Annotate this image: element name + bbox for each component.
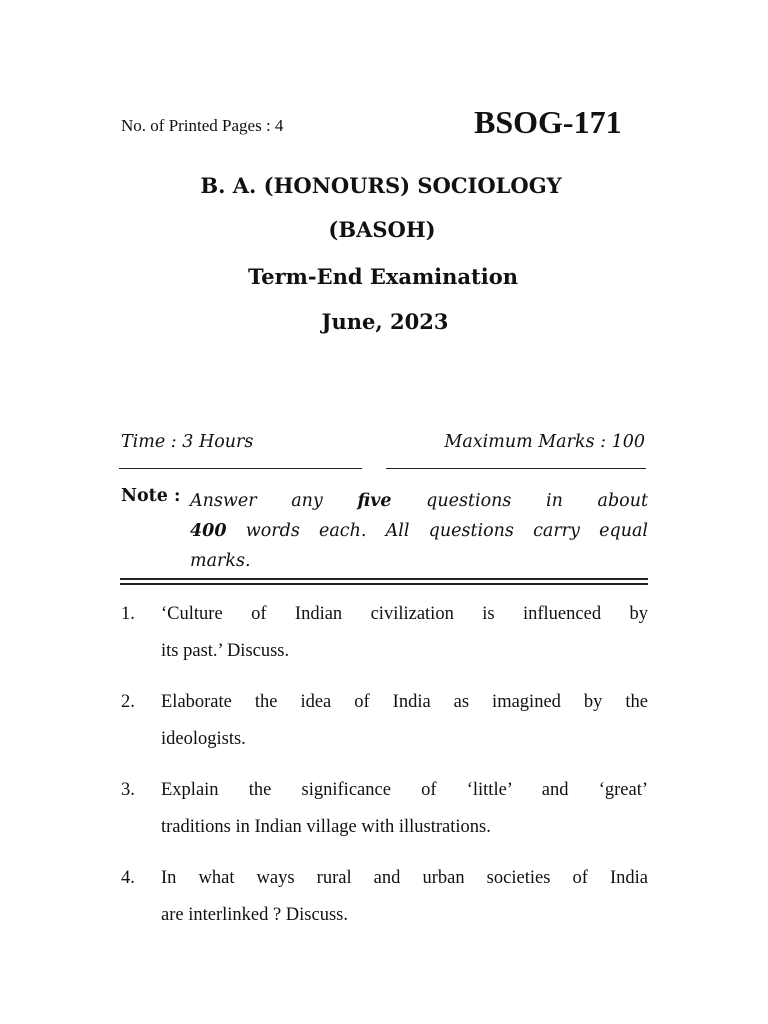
divider-left — [119, 468, 362, 469]
double-rule-bottom — [120, 583, 648, 585]
printed-pages-count: No. of Printed Pages : 4 — [121, 116, 284, 135]
note-fragment: questions in about — [391, 491, 648, 511]
question-item — [121, 596, 648, 670]
question-text — [161, 684, 648, 758]
question-item — [121, 684, 648, 758]
note-fragment: Answer any — [190, 491, 358, 511]
note-emphasis-five: five — [357, 491, 392, 511]
question-line: Elaborate the idea of India as imagined by the — [161, 692, 648, 712]
course-code: BSOG-171 — [474, 104, 622, 140]
question-line: ideologists. — [161, 729, 246, 749]
question-line: its past.’ Discuss. — [161, 641, 290, 661]
question-list — [121, 596, 648, 948]
note-line — [190, 486, 648, 516]
divider-right — [386, 468, 646, 469]
note-fragment: words each. All questions carry equal — [226, 521, 648, 541]
programme-abbreviation: (BASOH) — [328, 217, 436, 242]
note-text — [190, 486, 648, 576]
question-number: 4. — [121, 868, 135, 888]
question-text — [161, 772, 648, 846]
question-text — [161, 596, 648, 670]
question-item — [121, 860, 648, 934]
double-rule-top — [120, 578, 648, 580]
exam-title: Term-End Examination — [247, 264, 518, 289]
question-line: Explain the significance of ‘little’ and ‘great’ — [161, 780, 648, 800]
question-number: 1. — [121, 604, 135, 624]
exam-session: June, 2023 — [321, 309, 449, 334]
time-allowed: Time : 3 Hours — [121, 432, 254, 452]
question-line: In what ways rural and urban societies of India — [161, 868, 648, 888]
note-emphasis-400: 400 — [190, 521, 227, 541]
question-text — [161, 860, 648, 934]
note-line: marks. — [190, 551, 251, 571]
question-number: 2. — [121, 692, 135, 712]
programme-title: B. A. (HONOURS) SOCIOLOGY — [200, 173, 562, 198]
note-label: Note : — [121, 486, 181, 506]
question-line: are interlinked ? Discuss. — [161, 905, 348, 925]
maximum-marks: Maximum Marks : 100 — [444, 432, 645, 452]
question-number: 3. — [121, 780, 135, 800]
question-item — [121, 772, 648, 846]
question-line: ‘Culture of Indian civilization is influenced by — [161, 604, 648, 624]
question-line: traditions in Indian village with illustrations. — [161, 817, 491, 837]
note-line — [190, 516, 648, 546]
